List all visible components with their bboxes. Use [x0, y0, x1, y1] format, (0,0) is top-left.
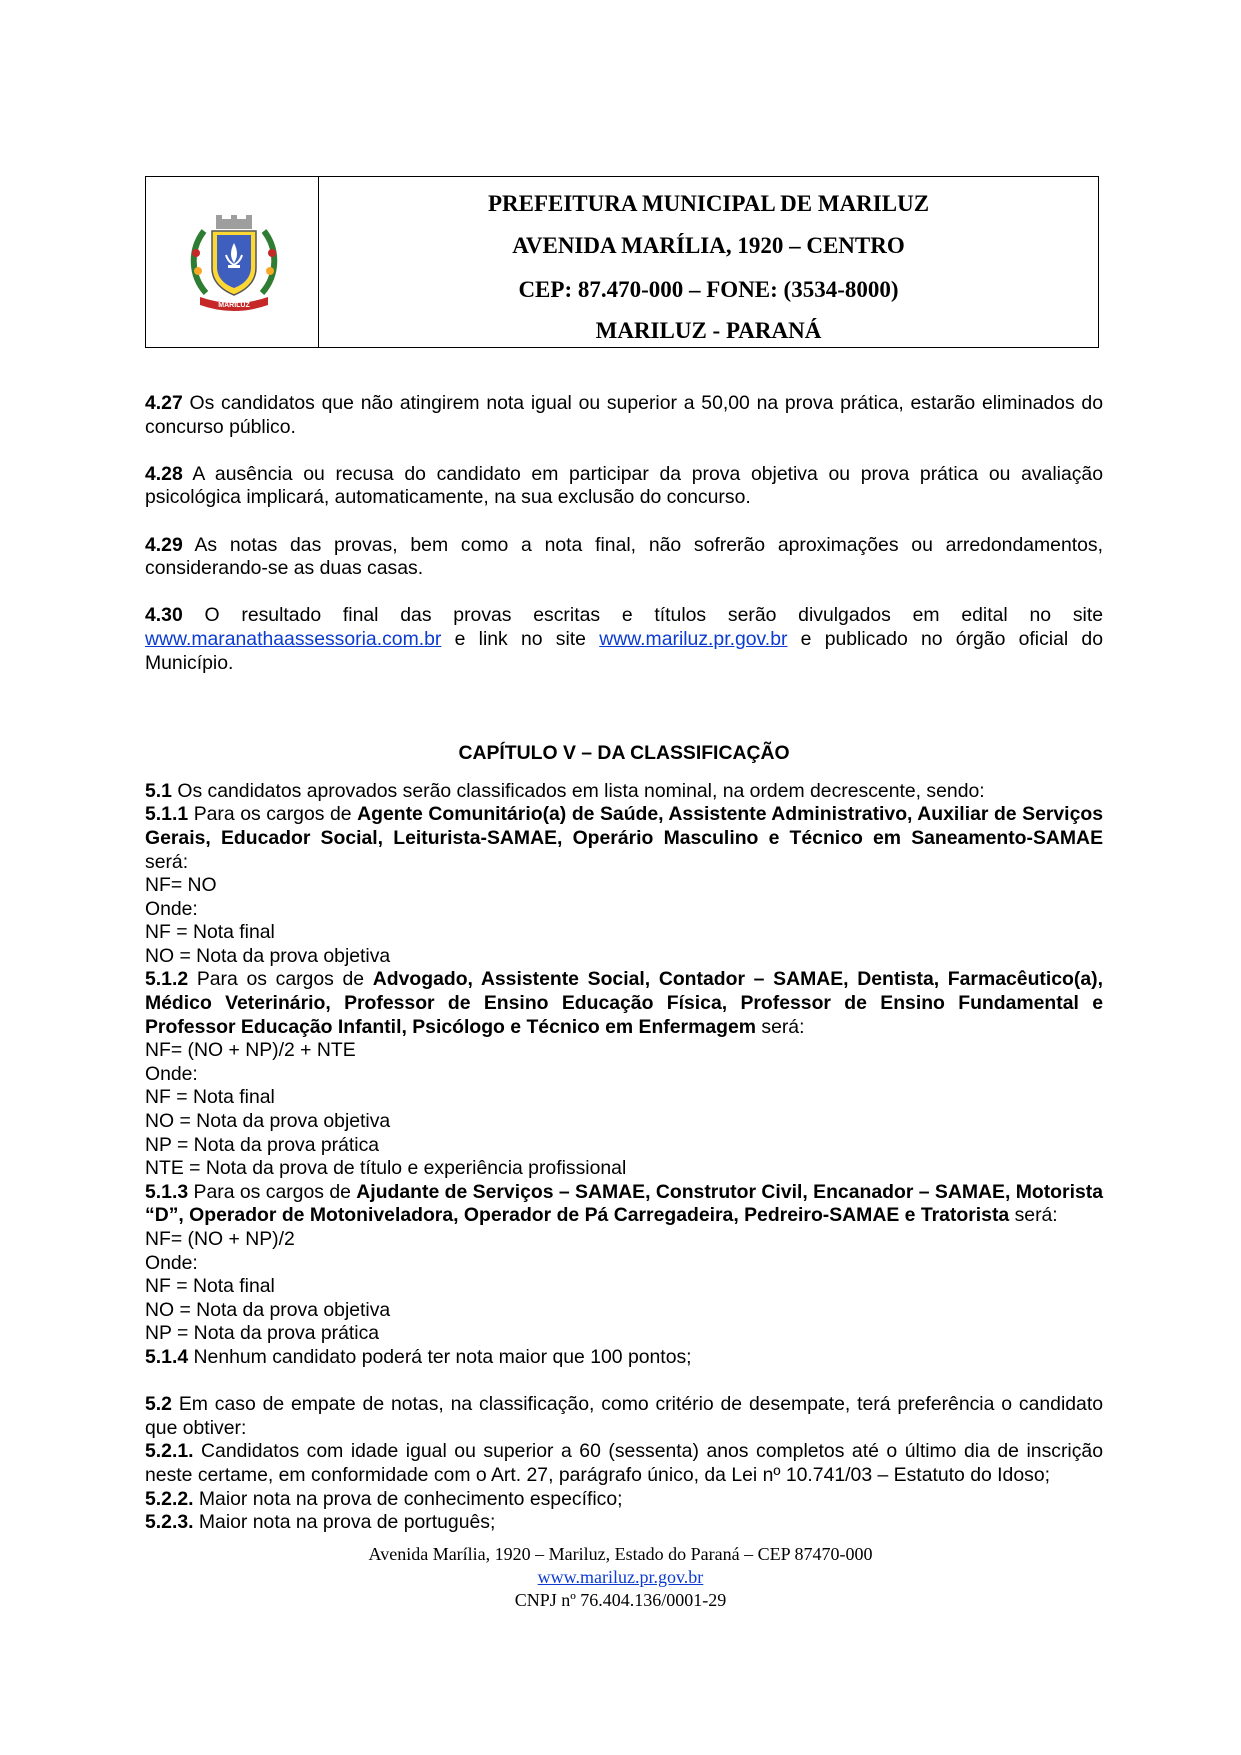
- letterhead: [145, 176, 1099, 348]
- item-4-27: [145, 392, 1103, 439]
- municipal-coat-of-arms-logo: [184, 213, 284, 313]
- footer-cnpj: CNPJ nº 76.404.136/0001-29: [514, 1590, 727, 1610]
- item-text: A ausência ou recusa do candidato em participar da prova objetiva ou prova prática ou avaliação psicológica implicará, automaticamente, na sua exclusão do concurso.: [145, 462, 1103, 509]
- mariluz-site-link[interactable]: www.mariluz.pr.gov.br: [599, 627, 788, 650]
- item-5-1-4: [145, 1346, 1103, 1370]
- item-text: O resultado final das provas escritas e títulos serão divulgados em edital no site: [182, 604, 1103, 627]
- item-text: será:: [145, 850, 189, 873]
- item-text: Candidatos com idade igual ou superior a 60 (sessenta) anos completos até o último dia de inscrição neste certame, em conformidade com o Art. 27, parágrafo único, da Lei nº 10.741/03 – Estatuto do Idoso;: [145, 1440, 1103, 1486]
- item-text: e publicado no órgão oficial do Município.: [145, 627, 1103, 674]
- item-text: Para os cargos de: [188, 803, 358, 826]
- item-number: 5.2.3.: [145, 1511, 194, 1534]
- item-number: 5.1: [145, 779, 172, 802]
- item-text: Os candidatos que não atingirem nota igual ou superior a 50,00 na prova prática, estarão eliminados do concurso público.: [145, 392, 1103, 438]
- formula-line: NTE = Nota da prova de título e experiência profissional: [145, 1157, 627, 1180]
- item-text: e link no site: [441, 627, 600, 650]
- item-text: Maior nota na prova de conhecimento específico;: [193, 1487, 623, 1510]
- header-title: PREFEITURA MUNICIPAL DE MARILUZ: [487, 191, 930, 216]
- formula-line: NF= (NO + NP)/2 + NTE: [145, 1039, 356, 1062]
- item-number: 4.30: [145, 604, 183, 627]
- maranatha-link[interactable]: www.maranathaassessoria.com.br: [145, 627, 442, 650]
- item-text: Para os cargos de: [188, 1180, 357, 1203]
- item-number: 5.1.4: [145, 1345, 189, 1368]
- formula-line: Onde:: [145, 897, 198, 920]
- header-address: AVENIDA MARÍLIA, 1920 – CENTRO: [512, 233, 905, 258]
- letterhead-text: [319, 177, 1098, 347]
- footer-address: Avenida Marília, 1920 – Mariluz, Estado do Paraná – CEP 87470-000: [368, 1544, 873, 1564]
- formula-line: NO = Nota da prova objetiva: [145, 944, 391, 967]
- formula-line: NF = Nota final: [145, 1086, 275, 1109]
- item-5-2-2: [145, 1488, 1103, 1512]
- item-5-1-2: [145, 968, 1103, 1039]
- item-number: 5.1.2: [145, 968, 189, 991]
- item-5-1-3: [145, 1181, 1103, 1228]
- formula-line: NF = Nota final: [145, 921, 275, 944]
- item-text: Para os cargos de: [188, 968, 373, 991]
- item-5-2: [145, 1393, 1103, 1440]
- item-number: 5.2.2.: [145, 1487, 194, 1510]
- formula-line: NP = Nota da prova prática: [145, 1133, 380, 1156]
- svg-text:MARILUZ: MARILUZ: [218, 302, 250, 309]
- item-number: 5.2: [145, 1393, 172, 1416]
- chapter-title: CAPÍTULO V – DA CLASSIFICAÇÃO: [458, 742, 790, 765]
- document-body: [145, 392, 1103, 1535]
- item-5-1-1: [145, 803, 1103, 874]
- item-number: 5.2.1.: [145, 1440, 194, 1463]
- item-text: será:: [1009, 1204, 1058, 1227]
- footer-site-link[interactable]: www.mariluz.pr.gov.br: [537, 1567, 704, 1587]
- item-4-29: [145, 534, 1103, 581]
- formula-line: NF= NO: [145, 874, 217, 897]
- item-4-30: [145, 604, 1103, 675]
- formula-line: NO = Nota da prova objetiva: [145, 1110, 391, 1133]
- item-4-28: [145, 463, 1103, 510]
- header-cep-phone: CEP: 87.470-000 – FONE: (3534-8000): [518, 277, 899, 302]
- header-city-state: MARILUZ - PARANÁ: [595, 318, 822, 343]
- job-list: Ajudante de Serviços – SAMAE, Construtor Civil, Encanador – SAMAE, Motorista “D”, Operador de Motoniveladora, Operador de Pá Carregadeira, Pedreiro-SAMAE e Tratorista: [145, 1180, 1103, 1227]
- formula-line: Onde:: [145, 1062, 198, 1085]
- item-number: 5.1.1: [145, 803, 189, 826]
- item-number: 4.28: [145, 462, 183, 485]
- formula-line: NP = Nota da prova prática: [145, 1322, 380, 1345]
- item-text: Nenhum candidato poderá ter nota maior que 100 pontos;: [188, 1345, 692, 1368]
- job-list: Agente Comunitário(a) de Saúde, Assistente Administrativo, Auxiliar de Serviços Gerais, Educador Social, Leiturista-SAMAE, Operário Masculino e Técnico em Saneamento-SAMAE: [145, 803, 1103, 849]
- item-text: Em caso de empate de notas, na classificação, como critério de desempate, terá preferência o candidato que obtiver:: [145, 1393, 1103, 1439]
- formula-line: NF = Nota final: [145, 1275, 275, 1298]
- item-number: 5.1.3: [145, 1180, 189, 1203]
- logo-cell: [146, 177, 319, 347]
- item-text: As notas das provas, bem como a nota final, não sofrerão aproximações ou arredondamentos, considerando-se as duas casas.: [145, 533, 1103, 580]
- job-list: Advogado, Assistente Social, Contador – SAMAE, Dentista, Farmacêutico(a), Médico Veterinário, Professor de Ensino Educação Física, Professor de Ensino Fundamental e Professor Educação Infantil, Psicólogo e Técnico em Enfermagem: [145, 968, 1103, 1038]
- item-text: será:: [755, 1015, 805, 1038]
- item-5-1: [145, 780, 1103, 804]
- formula-line: NO = Nota da prova objetiva: [145, 1298, 391, 1321]
- formula-line: Onde:: [145, 1251, 198, 1274]
- item-5-2-1: [145, 1440, 1103, 1487]
- item-number: 4.27: [145, 392, 183, 414]
- item-number: 4.29: [145, 533, 183, 556]
- item-text: Maior nota na prova de português;: [193, 1511, 496, 1534]
- page-footer: [0, 1543, 1241, 1612]
- item-5-2-3: [145, 1511, 1103, 1535]
- formula-line: NF= (NO + NP)/2: [145, 1228, 295, 1250]
- item-text: Os candidatos aprovados serão classificados em lista nominal, na ordem decrescente, sendo:: [171, 779, 985, 802]
